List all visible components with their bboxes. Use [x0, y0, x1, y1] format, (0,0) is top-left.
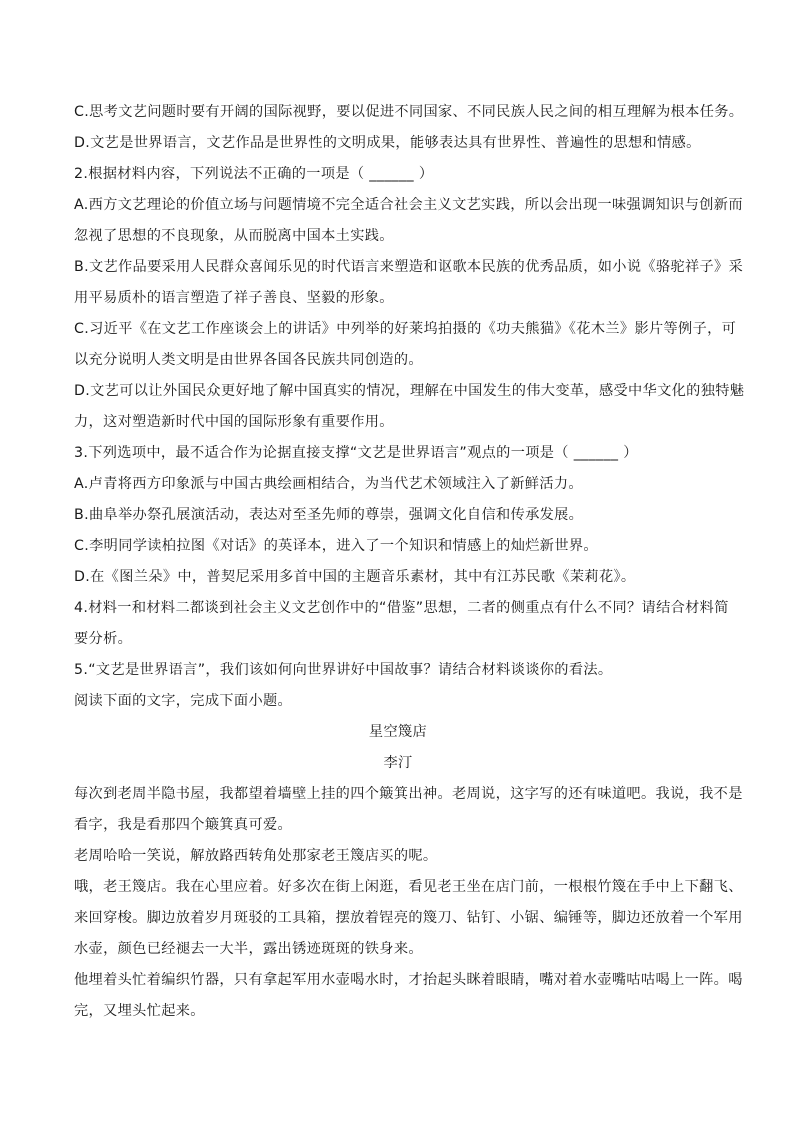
question-4-line-2: 要分析。 [74, 631, 133, 647]
option-d-line: D.文艺是世界语言，文艺作品是世界性的文明成果，能够表达具有世界性、普遍性的思想和情感。 [74, 135, 701, 151]
q2-option-c-line-2: 以充分说明人类文明是由世界各国各民族共同创造的。 [74, 352, 423, 368]
q3-option-d: D.在《图兰朵》中，普契尼采用多首中国的主题音乐素材，其中有江苏民歌《茉莉花》。 [74, 569, 636, 585]
document-content [74, 97, 745, 1027]
story-title: 星空篾店 [368, 724, 428, 740]
q3-option-a: A.卢青将西方印象派与中国古典绘画相结合，为当代艺术领域注入了新鲜活力。 [74, 476, 583, 492]
question-3: 3.下列选项中，最不适合作为论据直接支撑“文艺是世界语言”观点的一项是（ ______ ） [74, 445, 638, 461]
reading-instruction: 阅读下面的文字，完成下面小题。 [74, 693, 293, 709]
story-line-4: 哦，老王篾店。我在心里应着。好多次在街上闲逛，看见老王坐在店门前，一根根竹篾在手中上下翻飞、 [74, 879, 743, 895]
q2-option-b-line-2: 用平易质朴的语言塑造了祥子善良、坚毅的形象。 [74, 290, 394, 306]
story-line-6: 水壶，颜色已经褪去一大半，露出锈迹斑斑的铁身来。 [74, 941, 423, 957]
story-line-8: 完，又埋头忙起来。 [74, 1003, 205, 1019]
story-line-3: 老周哈哈一笑说，解放路西转角处那家老王篾店买的呢。 [74, 848, 438, 864]
q3-option-c: C.李明同学读柏拉图《对话》的英译本，进入了一个知识和情感上的灿烂新世界。 [74, 538, 598, 554]
question-4-line-1: 4.材料一和材料二都谈到社会主义文艺创作中的“借鉴”思想，二者的侧重点有什么不同？请结合材料简 [74, 600, 729, 616]
q2-option-d-line-1: D.文艺可以让外国民众更好地了解中国真实的情况，理解在中国发生的伟大变革，感受中华文化的独特魅 [74, 383, 745, 399]
question-5: 5.“文艺是世界语言”，我们该如何向世界讲好中国故事？请结合材料谈谈你的看法。 [74, 662, 613, 678]
story-line-2: 看字，我是看那四个簸箕真可爱。 [74, 817, 293, 833]
story-line-1: 每次到老周半隐书屋，我都望着墙壁上挂的四个簸箕出神。老周说，这字写的还有味道吧。我说，我不是 [74, 786, 743, 802]
q2-option-c-line-1: C.习近平《在文艺工作座谈会上的讲话》中列举的好莱坞拍摄的《功夫熊猫》《花木兰》影片等例子，可 [74, 321, 737, 337]
story-line-5: 来回穿梭。脚边放着岁月斑驳的工具箱，摆放着锃亮的篾刀、钻钉、小锯、编锤等，脚边还放着一个军用 [74, 910, 743, 926]
q2-option-d-line-2: 力，这对塑造新时代中国的国际形象有重要作用。 [74, 414, 394, 430]
q2-option-b-line-1: B.文艺作品要采用人民群众喜闻乐见的时代语言来塑造和讴歌本民族的优秀品质，如小说《骆驼祥子》采 [74, 259, 744, 275]
option-c-line: C.思考文艺问题时要有开阔的国际视野，要以促进不同国家、不同民族人民之间的相互理解为根本任务。 [74, 104, 744, 120]
q2-option-a-line-1: A.西方文艺理论的价值立场与问题情境不完全适合社会主义文艺实践，所以会出现一味强调知识与创新而 [74, 197, 743, 213]
question-2: 2.根据材料内容，下列说法不正确的一项是（ ______ ） [74, 166, 434, 182]
story-line-7: 他埋着头忙着编织竹器，只有拿起军用水壶喝水时，才抬起头眯着眼睛，嘴对着水壶嘴咕咕喝上一阵。喝 [74, 972, 743, 988]
q2-option-a-line-2: 忽视了思想的不良现象，从而脱离中国本土实践。 [74, 228, 394, 244]
q3-option-b: B.曲阜举办祭孔展演活动，表达对至圣先师的尊崇，强调文化自信和传承发展。 [74, 507, 584, 523]
story-author: 李汀 [383, 755, 413, 771]
